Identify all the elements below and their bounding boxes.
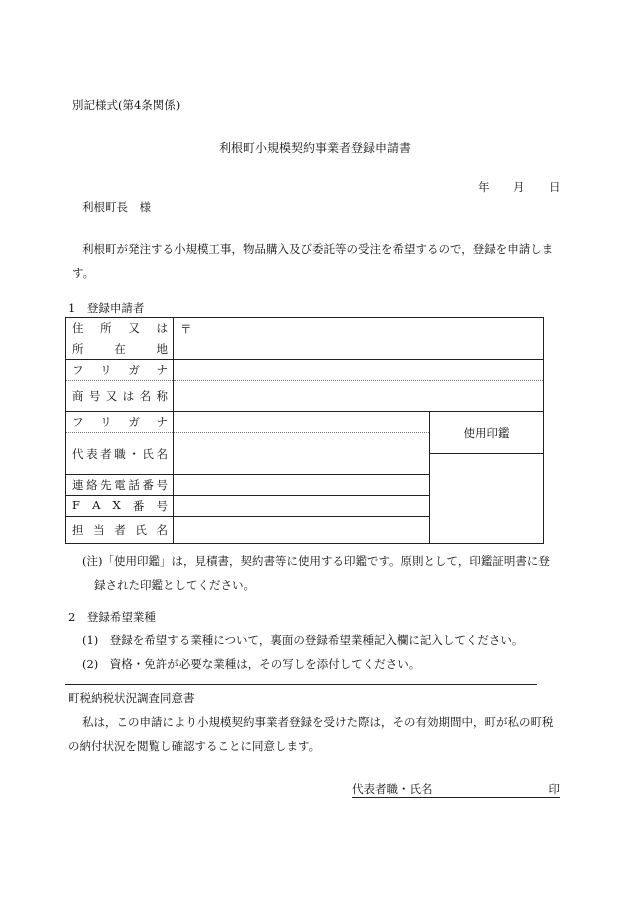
seal-box[interactable] <box>430 454 544 544</box>
label-char: は <box>156 321 168 336</box>
label-char: 話 <box>128 478 140 492</box>
label-char: 者 <box>114 523 126 537</box>
label-char: ・ <box>128 446 140 461</box>
furigana-label-cell <box>66 360 174 381</box>
postal-mark: 〒 <box>180 322 192 336</box>
label-char: 称 <box>156 389 168 403</box>
label-char: 所 <box>100 321 112 336</box>
label-char: は <box>122 389 135 403</box>
section-1-heading: 1 登録申請者 <box>68 301 145 315</box>
label-char: 電 <box>114 478 126 492</box>
consent-body: 私は，この申請により小規模契約事業者登録を受けた際は，その有効期間中，町が私の町税の納付状況を閲覧し確認することに同意します。 <box>68 715 554 753</box>
trade-name-field[interactable] <box>174 381 544 412</box>
label-char: 名 <box>139 389 152 403</box>
seal-header-cell <box>430 412 544 454</box>
label-char: 絡 <box>86 478 98 492</box>
label-char: 連 <box>72 478 84 492</box>
label-char: 又 <box>128 321 140 336</box>
signature-line[interactable] <box>352 781 560 798</box>
date-year-label: 年 <box>478 180 490 194</box>
rep-furigana-field[interactable] <box>174 412 430 433</box>
seal-mark: 印 <box>548 782 560 796</box>
rep-furigana-label-cell <box>66 412 174 433</box>
label-char: X <box>112 498 121 512</box>
label-char: 番 <box>142 478 154 492</box>
label-char: 在 <box>114 341 126 356</box>
label-char: フ <box>72 363 84 377</box>
form-label: 別記様式(第4条関係) <box>72 98 181 112</box>
contact-label <box>72 522 168 538</box>
address-label-line1 <box>72 320 168 336</box>
consent-title: 町税納税状況調査同意書 <box>68 691 195 705</box>
label-char: 番 <box>132 499 145 513</box>
label-char: 名 <box>156 446 168 461</box>
rep-name-field[interactable] <box>174 433 430 475</box>
label-char: F <box>72 498 80 512</box>
instruction-item-1: (1) 登録を希望する業種について，裏面の登録希望業種記入欄に記入してください。 <box>82 633 524 647</box>
label-char: 商 <box>72 389 84 403</box>
label-char: 所 <box>72 341 84 356</box>
label-char: 先 <box>100 478 112 492</box>
label-char: 号 <box>156 478 168 492</box>
label-char: 又 <box>105 389 118 403</box>
address-label-line2 <box>72 341 168 357</box>
document-title: 利根町小規模契約事業者登録申請書 <box>218 141 411 155</box>
note-line-2: 録された印鑑としてください。 <box>94 578 255 592</box>
label-char: 表 <box>86 446 98 461</box>
label-char: 職 <box>114 446 126 461</box>
note-line-1: (注)「使用印鑑」は，見積書，契約書等に使用する印鑑です。原則として，印鑑証明書に登 <box>82 554 550 568</box>
phone-label <box>72 477 168 493</box>
furigana-label-1 <box>72 362 168 378</box>
seal-note <box>82 549 562 597</box>
seal-label: 使用印鑑 <box>463 425 510 440</box>
fax-field[interactable] <box>174 496 430 517</box>
registration-table <box>65 317 544 544</box>
label-char: 代 <box>72 446 84 461</box>
phone-label-cell <box>66 475 174 496</box>
rep-label-cell <box>66 433 174 475</box>
label-char: 名 <box>156 523 168 537</box>
intro-paragraph: 利根町が発注する小規模工事，物品購入及び委託等の受注を希望するので，登録を申請します。 <box>72 242 554 280</box>
trade-name-label-cell <box>66 381 174 412</box>
label-char: 当 <box>93 523 105 537</box>
fax-label <box>72 498 168 514</box>
contact-name-field[interactable] <box>174 517 430 544</box>
address-label-cell <box>66 318 174 339</box>
address-field[interactable] <box>174 318 544 360</box>
phone-field[interactable] <box>174 475 430 496</box>
label-char: リ <box>100 363 112 377</box>
label-char: 担 <box>72 523 84 537</box>
trade-name-furigana-field[interactable] <box>174 360 544 381</box>
label-char: 氏 <box>142 446 154 461</box>
label-char: フ <box>72 415 84 429</box>
label-char: 者 <box>100 446 112 461</box>
address-label-cell-2 <box>66 339 174 360</box>
date-day-label: 日 <box>549 180 561 194</box>
label-char: 氏 <box>135 523 147 537</box>
label-char: ナ <box>156 415 168 429</box>
fax-label-cell <box>66 496 174 517</box>
section-divider <box>65 684 537 685</box>
label-char: ナ <box>156 363 168 377</box>
date-month-label: 月 <box>513 180 525 194</box>
label-char: 地 <box>156 341 168 356</box>
label-char: 号 <box>88 389 101 403</box>
label-char: A <box>92 498 101 512</box>
addressee: 利根町長 様 <box>82 200 151 214</box>
label-char: 住 <box>72 321 84 336</box>
contact-label-cell <box>66 517 174 544</box>
signature-label: 代表者職・氏名 <box>352 782 433 796</box>
section-2-heading: 2 登録希望業種 <box>68 610 156 624</box>
trade-name-label <box>72 388 168 404</box>
furigana-label-2 <box>72 414 168 430</box>
rep-label <box>72 446 168 462</box>
label-char: ガ <box>128 415 140 429</box>
label-char: ガ <box>128 363 140 377</box>
label-char: リ <box>100 415 112 429</box>
instruction-item-2: (2) 資格・免許が必要な業種は，その写しを添付してください。 <box>82 657 421 671</box>
label-char: 号 <box>156 499 168 513</box>
